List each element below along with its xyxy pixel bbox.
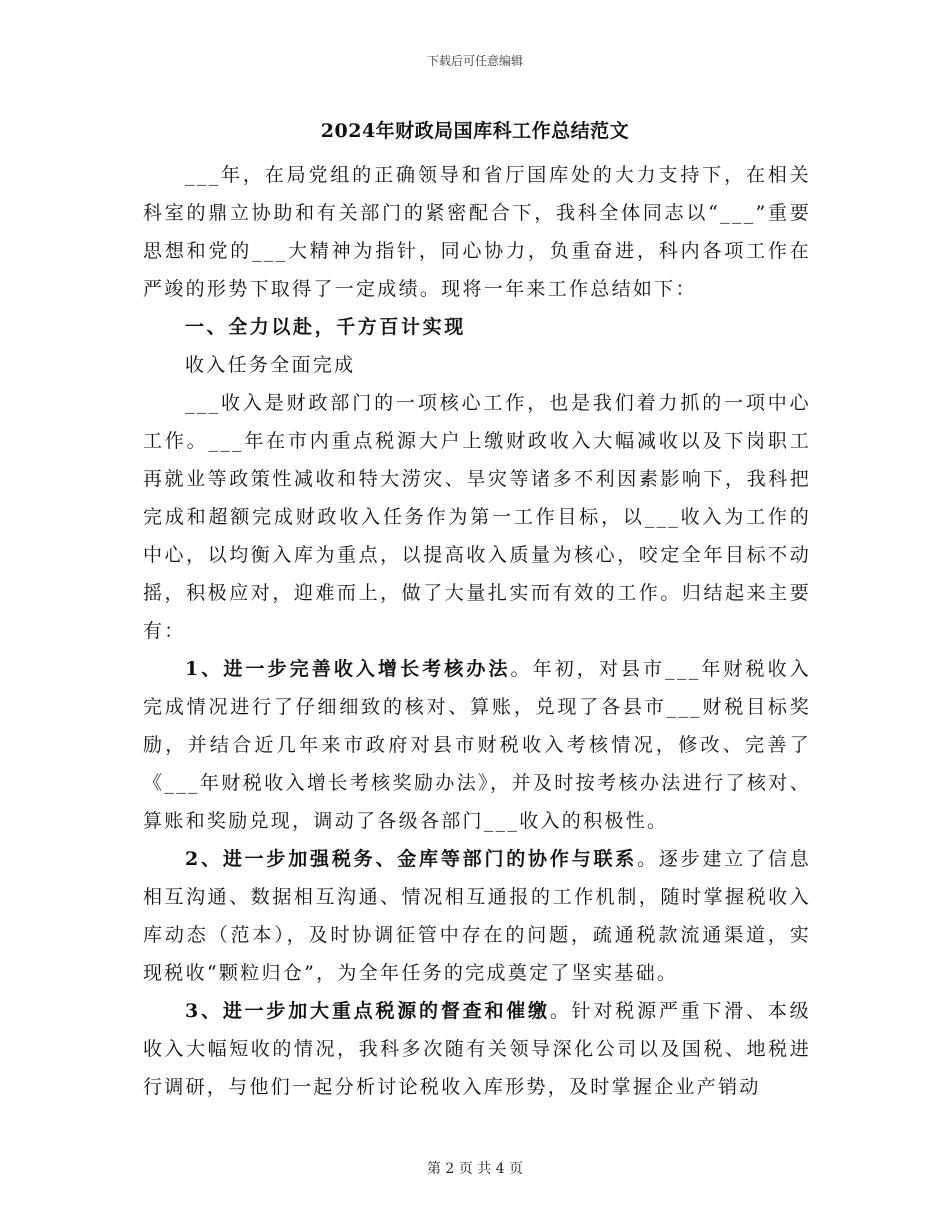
item-1-body: 。年初，对县市___年财税收入完成情况进行了仔细细致的核对、算账，兑现了各县市___财税目标奖励，并结合近几年来市政府对县市财税收入考核情况，修改、完善了《___年财税收入增长考核奖励办法》，并及时按考核办法进行了核对、算账和奖励兑现，调动了各级各部门___收入的积极性。 <box>143 658 811 832</box>
page-header-note: 下载后可任意编辑 <box>426 54 523 68</box>
item-1-paragraph <box>143 650 811 840</box>
document-title: 2024年财政局国库科工作总结范文 <box>320 120 630 142</box>
item-2-paragraph <box>143 840 811 992</box>
item-2-body: 。逐步建立了信息相互沟通、数据相互沟通、情况相互通报的工作机制，随时掌握税收入库动态（范本），及时协调征管中存在的问题，疏通税款流通渠道，实现税收“颗粒归仓”，为全年任务的完成奠定了坚实基础。 <box>143 848 811 984</box>
section-1-body: ___收入是财政部门的一项核心工作，也是我们着力抓的一项中心工作。___年在市内重点税源大户上缴财政收入大幅减收以及下岗职工再就业等政策性减收和特大涝灾、旱灾等诸多不利因素影响下，我科把完成和超额完成财政收入任务作为第一工作目标，以___收入为工作的中心，以均衡入库为重点，以提高收入质量为核心，咬定全年目标不动摇，积极应对，迎难而上，做了大量扎实而有效的工作。归结起来主要有： <box>143 392 811 642</box>
intro-paragraph: ___年，在局党组的正确领导和省厅国库处的大力支持下，在相关科室的鼎立协助和有关部门的紧密配合下，我科全体同志以“___”重要思想和党的___大精神为指针，同心协力，负重奋进，科内各项工作在严竣的形势下取得了一定成绩。现将一年来工作总结如下： <box>143 164 811 300</box>
item-3-lead: 3、进一步加大重点税源的督查和催缴 <box>185 1000 550 1022</box>
item-1-lead: 1、进一步完善收入增长考核办法 <box>185 658 511 680</box>
section-1-subheading: 收入任务全面完成 <box>185 354 356 376</box>
document-body <box>143 156 811 1106</box>
item-2-lead: 2、进一步加强税务、金库等部门的协作与联系 <box>185 848 638 870</box>
section-1-heading: 一、全力以赴，千方百计实现 <box>185 316 466 338</box>
page-number-footer: 第 2 页 共 4 页 <box>426 1161 524 1177</box>
item-3-paragraph <box>143 992 811 1106</box>
item-3-body: 。针对税源严重下滑、本级收入大幅短收的情况，我科多次随有关领导深化公司以及国税、地税进行调研，与他们一起分析讨论税收入库形势，及时掌握企业产销动 <box>143 1000 811 1098</box>
